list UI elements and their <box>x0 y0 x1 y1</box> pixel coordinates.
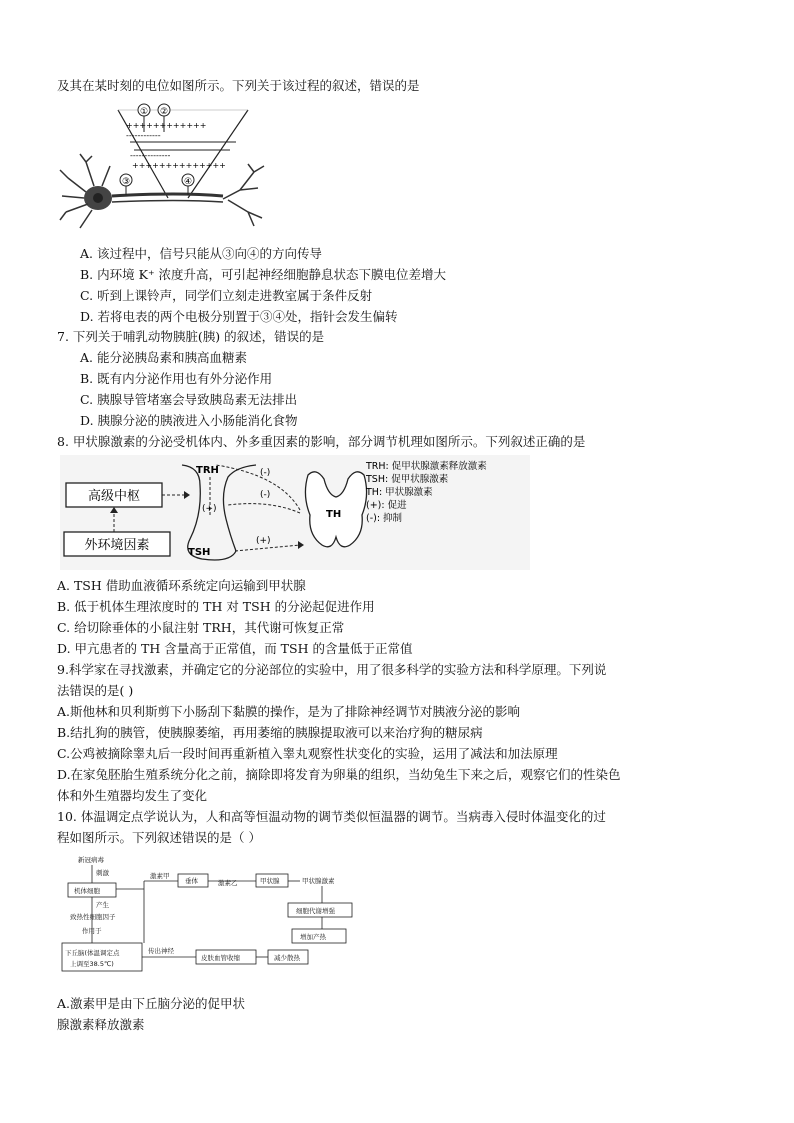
q8-option-a: A. TSH 借助血液循环系统定向运输到甲状腺 <box>57 578 306 593</box>
metabolism-label: 细胞代谢增强 <box>296 907 335 915</box>
q8-stem: 8. 甲状腺激素的分泌受机体内、外多重因素的影响，部分调节机理如图所示。下列叙述正确的是 <box>57 434 586 449</box>
th-hormone-label: 甲状腺激素 <box>302 877 335 885</box>
plus-1: (+) <box>202 504 217 514</box>
minus-2: (-) <box>260 490 271 500</box>
q9-option-d-line2: 体和外生殖器均发生了变化 <box>57 788 208 803</box>
factor-label: 致热性细胞因子 <box>70 913 116 921</box>
q6-stem-tail: 及其在某时刻的电位如图所示。下列关于该过程的叙述，错误的是 <box>57 78 420 93</box>
label-1: ① <box>139 107 149 117</box>
q8-thyroid-regulation-figure <box>60 455 530 570</box>
q7-option-b: B. 既有内分泌作用也有外分泌作用 <box>80 371 273 386</box>
q7-option-c: C. 胰腺导管堵塞会导致胰岛素无法排出 <box>80 392 298 407</box>
th-label: TH <box>326 509 342 520</box>
minus-1: (-) <box>260 468 271 478</box>
q8-option-c: C. 给切除垂体的小鼠注射 TRH，其代谢可恢复正常 <box>57 620 345 635</box>
q9-option-c: C.公鸡被摘除睾丸后一段时间再重新植入睾丸观察性状变化的实验，运用了减法和加法原理 <box>57 746 558 761</box>
q10-option-a-line2: 腺激素释放激素 <box>57 1017 145 1032</box>
q6-option-a: A. 该过程中，信号只能从③向④的方向传导 <box>80 246 322 261</box>
q10-stem-line1: 10. 体温调定点学说认为，人和高等恒温动物的调节类似恒温器的调节。当病毒入侵时体温变化的过 <box>57 809 606 824</box>
hypothalamus-label-1: 下丘脑(体温调定点 <box>65 949 120 957</box>
acts-on-label: 作用于 <box>82 927 102 935</box>
legend-item: TSH: 促甲状腺激素 <box>366 474 449 485</box>
label-3: ③ <box>121 177 131 187</box>
q6-option-c: C. 听到上课铃声，同学们立刻走进教室属于条件反射 <box>80 288 373 303</box>
q6-option-b: B. 内环境 K⁺ 浓度升高，可引起神经细胞静息状态下膜电位差增大 <box>80 267 447 282</box>
env-factor-label: 外环境因素 <box>84 538 150 553</box>
efferent-nerve-label: 传出神经 <box>148 947 174 955</box>
q10-option-a-line1: A.激素甲是由下丘脑分泌的促甲状 <box>57 996 246 1011</box>
q6-neuron-figure <box>58 100 268 235</box>
legend-item: TRH: 促甲状腺激素释放激素 <box>366 461 487 472</box>
produce-label: 产生 <box>96 901 109 909</box>
thyroid-label: 甲状腺 <box>260 877 280 885</box>
plus-2: (+) <box>256 536 271 546</box>
membrane-row-2: ------------ <box>126 131 161 140</box>
legend-item: (+): 促进 <box>366 500 407 511</box>
q8-option-d: D. 甲亢患者的 TH 含量高于正常值，而 TSH 的含量低于正常值 <box>57 641 413 656</box>
q7-stem: 7. 下列关于哺乳动物胰脏(胰) 的叙述，错误的是 <box>57 329 325 344</box>
virus-label: 新冠病毒 <box>78 856 104 864</box>
membrane-row-1: ++++++++++++ <box>126 121 207 130</box>
body-cell-label: 机体细胞 <box>74 887 100 895</box>
membrane-row-3: -------------- <box>130 151 171 160</box>
tsh-label: TSH <box>188 547 211 558</box>
label-4: ④ <box>183 177 193 187</box>
heat-production-label: 增加产热 <box>300 933 326 941</box>
higher-center-label: 高级中枢 <box>87 489 141 504</box>
q9-option-b: B.结扎狗的胰管，使胰腺萎缩，再用萎缩的胰腺提取液可以来治疗狗的糖尿病 <box>57 725 483 740</box>
vasoconstriction-label: 皮肤血管收缩 <box>201 954 240 962</box>
q7-option-d: D. 胰腺分泌的胰液进入小肠能消化食物 <box>80 413 298 428</box>
hypothalamus-label-2: 上调至38.5℃) <box>70 960 114 968</box>
hormone-a-label: 激素甲 <box>150 872 170 880</box>
q6-option-d: D. 若将电表的两个电极分别置于③④处，指针会发生偏转 <box>80 309 398 324</box>
label-2: ② <box>159 107 169 117</box>
stim-label: 刺激 <box>96 869 109 877</box>
q7-option-a: A. 能分泌胰岛素和胰高血糖素 <box>80 350 247 365</box>
q10-stem-line2: 程如图所示。下列叙述错误的是（ ） <box>57 830 261 845</box>
reduce-heat-loss-label: 减少散热 <box>274 954 300 962</box>
legend-item: TH: 甲状腺激素 <box>366 487 433 498</box>
trh-label: TRH <box>196 465 219 476</box>
q8-option-b: B. 低于机体生理浓度时的 TH 对 TSH 的分泌起促进作用 <box>57 599 375 614</box>
hormone-b-label: 激素乙 <box>218 879 238 887</box>
pituitary-label: 垂体 <box>185 877 198 885</box>
legend-item: (-): 抑制 <box>366 513 403 524</box>
membrane-row-4: ++++++++++++++ <box>132 161 226 170</box>
q9-stem-line2: 法错误的是( ) <box>57 683 134 698</box>
q9-stem-line1: 9.科学家在寻找激素，并确定它的分泌部位的实验中，用了很多科学的实验方法和科学原理。下列说 <box>57 662 607 677</box>
q9-option-d: D.在家兔胚胎生殖系统分化之前，摘除即将发育为卵巢的组织，当幼兔生下来之后，观察它们的性染色 <box>57 767 621 782</box>
q9-option-a: A.斯他林和贝利斯剪下小肠刮下黏膜的操作，是为了排除神经调节对胰液分泌的影响 <box>57 704 521 719</box>
q10-fever-process-figure <box>60 853 360 983</box>
